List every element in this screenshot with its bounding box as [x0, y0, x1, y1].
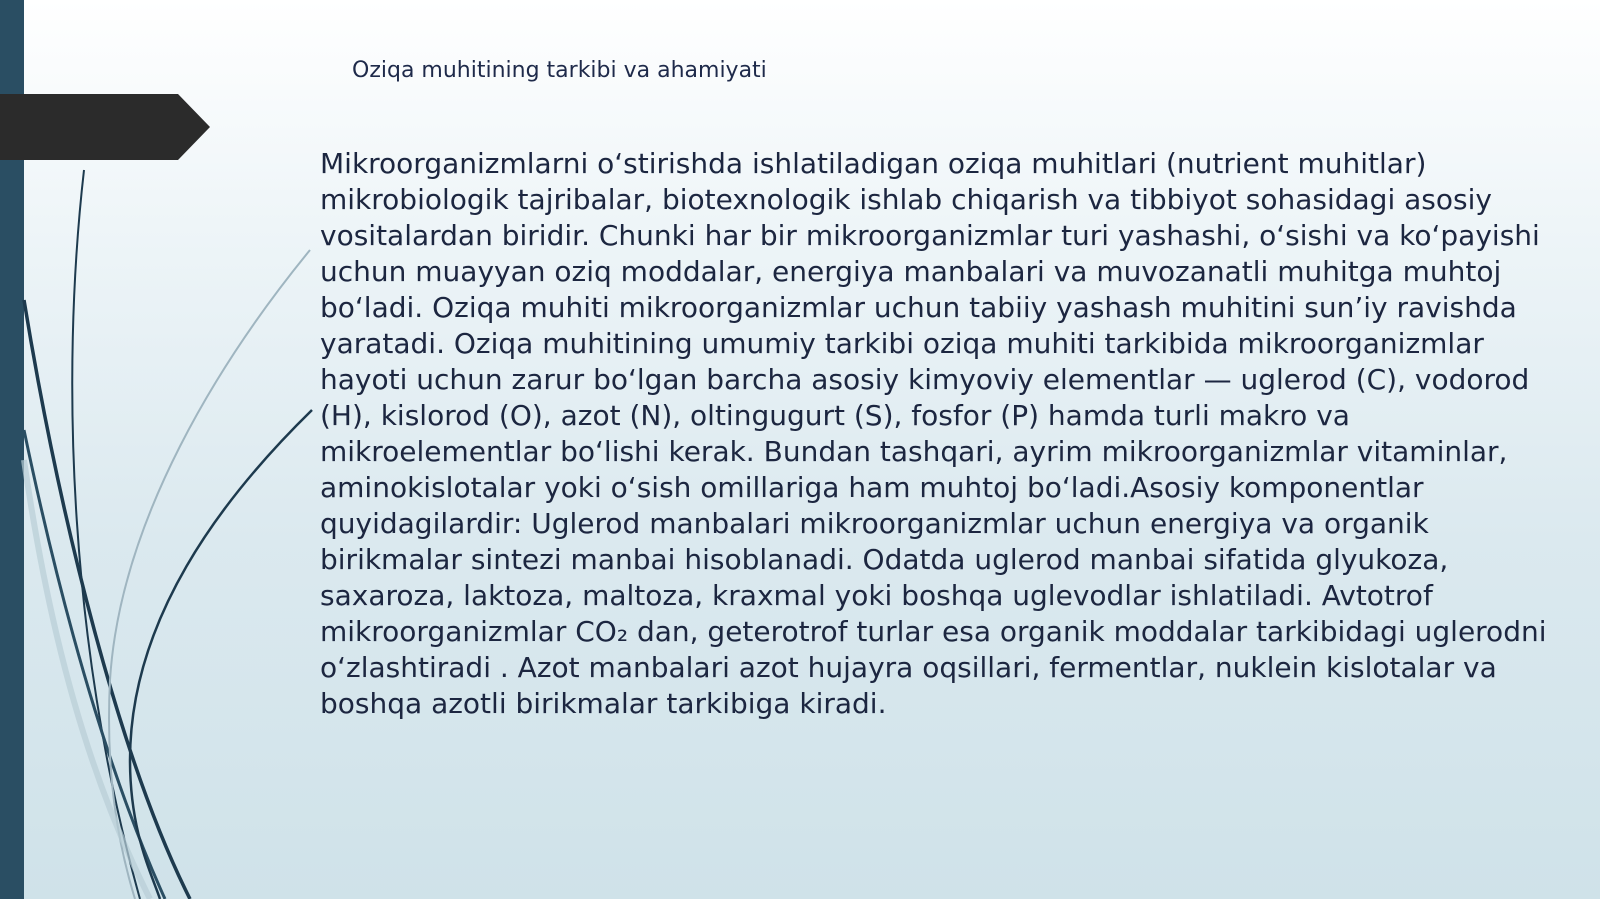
slide-title: Oziqa muhitining tarkibi va ahamiyati	[352, 58, 767, 83]
arrow-tab-shape	[0, 94, 210, 160]
slide-body-text: Mikroorganizmlarni o‘stirishda ishlatiladigan oziqa muhitlari (nutrient muhitlar) mikrobiologik tajribalar, biotexnologik ishlab chiqarish va tibbiyot sohasidagi asosiy vositalardan biridir. Chunki har bir mikroorganizmlar turi yashashi, o‘sishi va ko‘payishi uchun muayyan oziq moddalar, energiya manbalari va muvozanatli muhitga muhtoj bo‘ladi. Oziqa muhiti mikroorganizmlar uchun tabiiy yashash muhitini sun’iy ravishda yaratadi. Oziqa muhitining umumiy tarkibi oziqa muhiti tarkibida mikroorganizmlar hayoti uchun zarur bo‘lgan barcha asosiy kimyoviy elementlar — uglerod (C), vodorod (H), kislorod (O), azot (N), oltingugurt (S), fosfor (P) hamda turli makro va mikroelementlar bo‘lishi kerak. Bundan tashqari, ayrim mikroorganizmlar vitaminlar, aminokislotalar yoki o‘sish omillariga ham muhtoj bo‘ladi.Asosiy komponentlar quyidagilardir: Uglerod manbalari mikroorganizmlar uchun energiya va organik birikmalar sintezi manbai hisoblanadi. Odatda uglerod manbai sifatida glyukoza, saxaroza, laktoza, maltoza, kraxmal yoki boshqa uglevodlar ishlatiladi. Avtotrof mikroorganizmlar CO₂ dan, geterotrof turlar esa organik moddalar tarkibidagi uglerodni o‘zlashtiradi . Azot manbalari azot hujayra oqsillari, fermentlar, nuklein kislotalar va boshqa azotli birikmalar tarkibiga kiradi.	[320, 147, 1547, 720]
